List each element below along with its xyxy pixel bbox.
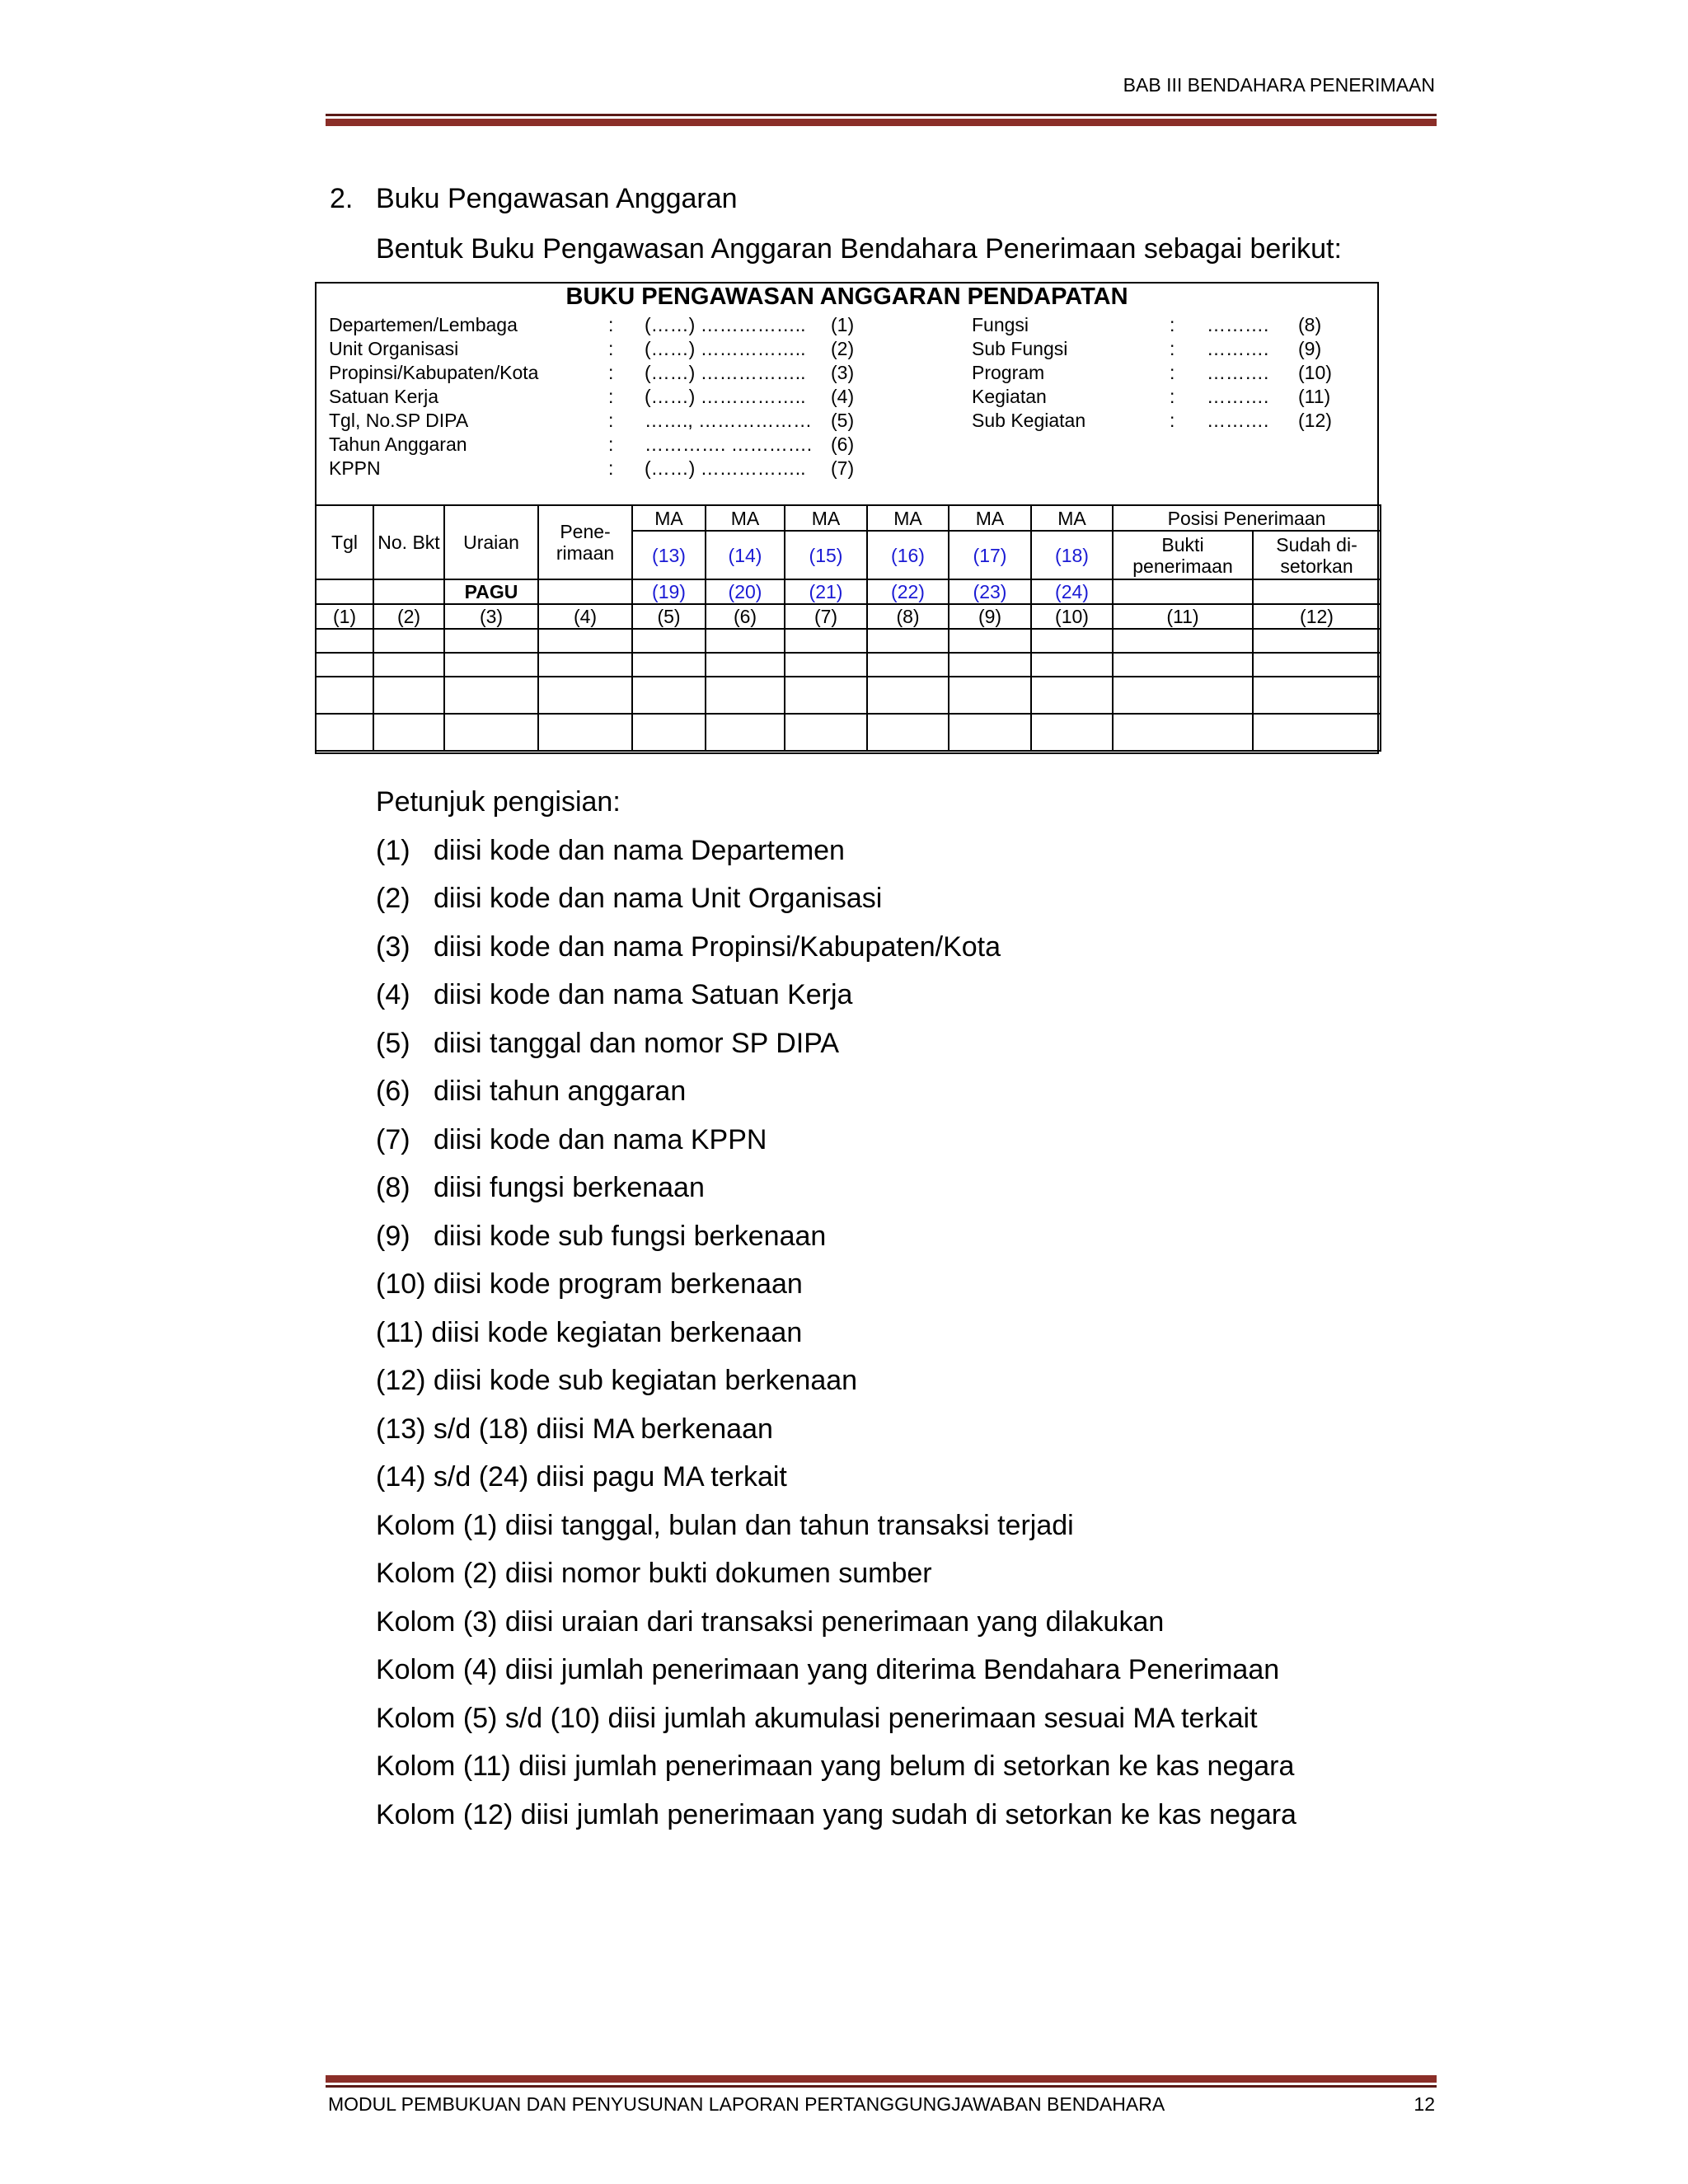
field-label: Sub Fungsi xyxy=(972,338,1068,359)
instruction-number: (7) xyxy=(376,1123,410,1155)
instruction-text: diisi kode dan nama KPPN xyxy=(434,1123,767,1155)
field-value: ………. xyxy=(1207,386,1269,407)
field-ref: (12) xyxy=(1298,410,1332,431)
field-label: Unit Organisasi xyxy=(329,338,459,359)
table-row xyxy=(316,653,1381,677)
field-ref: (4) xyxy=(831,386,855,407)
instruction-item xyxy=(376,979,1296,1028)
field-label: Sub Kegiatan xyxy=(972,410,1086,431)
field-label: Fungsi xyxy=(972,314,1029,335)
instruction-number: (1) xyxy=(376,834,410,866)
instruction-number: (6) xyxy=(376,1076,410,1107)
ma-ref: (16) xyxy=(867,531,949,579)
instruction-line: (10) diisi kode program berkenaan xyxy=(376,1268,803,1300)
field-label: Tahun Anggaran xyxy=(329,434,467,455)
field-label: Kegiatan xyxy=(972,386,1047,407)
ma-ref: (14) xyxy=(706,531,785,579)
field-colon: : xyxy=(1170,410,1175,431)
header-rule-thin xyxy=(326,114,1437,116)
col-header-no-bkt: No. Bkt xyxy=(373,505,444,579)
field-value: …………. …………. xyxy=(645,434,813,455)
field-value: (……) …………….. xyxy=(645,386,806,407)
col-number: (11) xyxy=(1113,604,1253,629)
field-ref: (2) xyxy=(831,338,855,359)
instruction-line: Kolom (4) diisi jumlah penerimaan yang diterima Bendahara Penerimaan xyxy=(376,1654,1280,1685)
field-colon: : xyxy=(608,410,614,431)
right-field-colons xyxy=(1170,313,1175,433)
field-value: ………. xyxy=(1207,410,1269,431)
field-colon: : xyxy=(1170,386,1175,407)
instruction-number: (4) xyxy=(376,979,410,1010)
ma-ref: (13) xyxy=(632,531,706,579)
right-field-refs xyxy=(1298,313,1332,433)
pagu-ref: (24) xyxy=(1031,579,1113,604)
col-number: (2) xyxy=(373,604,444,629)
instruction-number: (5) xyxy=(376,1027,410,1059)
pagu-label: PAGU xyxy=(444,579,538,604)
instruction-line: Kolom (5) s/d (10) diisi jumlah akumulasi penerimaan sesuai MA terkait xyxy=(376,1702,1258,1734)
pagu-row xyxy=(316,579,1381,604)
instruction-text: diisi kode sub fungsi berkenaan xyxy=(434,1220,827,1252)
instruction-item xyxy=(376,1028,1296,1076)
left-field-values xyxy=(645,313,812,480)
instruction-line: (11) diisi kode kegiatan berkenaan xyxy=(376,1316,803,1348)
table-header-row xyxy=(316,505,1381,531)
col-number: (6) xyxy=(706,604,785,629)
footer-rule-thick xyxy=(326,2075,1437,2083)
instruction-line: Kolom (1) diisi tanggal, bulan dan tahun transaksi terjadi xyxy=(376,1509,1074,1541)
field-value: (……) …………….. xyxy=(645,362,806,383)
column-number-row xyxy=(316,604,1381,629)
instruction-item xyxy=(376,835,1296,883)
instructions-title: Petunjuk pengisian: xyxy=(376,786,621,818)
ma-ref: (18) xyxy=(1031,531,1113,579)
col-header-posisi: Posisi Penerimaan xyxy=(1113,505,1381,531)
instruction-line: Kolom (11) diisi jumlah penerimaan yang belum di setorkan ke kas negara xyxy=(376,1750,1295,1782)
instruction-line: Kolom (12) diisi jumlah penerimaan yang sudah di setorkan ke kas negara xyxy=(376,1798,1296,1830)
col-number: (8) xyxy=(867,604,949,629)
field-ref: (9) xyxy=(1298,338,1322,359)
field-colon: : xyxy=(608,314,614,335)
instruction-line: Kolom (3) diisi uraian dari transaksi penerimaan yang dilakukan xyxy=(376,1605,1165,1638)
field-colon: : xyxy=(608,457,614,479)
col-header-ma: MA xyxy=(632,505,706,531)
field-ref: (8) xyxy=(1298,314,1322,335)
instruction-item xyxy=(376,883,1296,931)
chapter-header: BAB III BENDAHARA PENERIMAAN xyxy=(1123,74,1435,96)
col-header-tgl: Tgl xyxy=(316,505,373,579)
left-field-labels xyxy=(329,313,538,480)
instruction-number: (8) xyxy=(376,1172,410,1203)
instruction-text: diisi tahun anggaran xyxy=(434,1076,687,1107)
left-field-refs xyxy=(831,313,854,480)
section-title: Buku Pengawasan Anggaran xyxy=(376,183,738,214)
col-header-bukti: Bukti penerimaan xyxy=(1113,531,1253,579)
field-label: Propinsi/Kabupaten/Kota xyxy=(329,362,539,383)
field-value: (……) …………….. xyxy=(645,314,806,335)
instruction-text: diisi fungsi berkenaan xyxy=(434,1172,705,1203)
instruction-line: Kolom (2) diisi nomor bukti dokumen sumber xyxy=(376,1558,932,1589)
instruction-item xyxy=(376,1172,1296,1221)
table-row xyxy=(316,629,1381,653)
field-value: ………. xyxy=(1207,314,1269,335)
col-header-ma: MA xyxy=(1031,505,1113,531)
instruction-line: (12) diisi kode sub kegiatan berkenaan xyxy=(376,1365,858,1396)
col-header-sudah: Sudah di- setorkan xyxy=(1253,531,1381,579)
field-ref: (1) xyxy=(831,314,855,335)
col-header-ma: MA xyxy=(949,505,1031,531)
col-number: (9) xyxy=(949,604,1031,629)
col-header-ma: MA xyxy=(867,505,949,531)
field-value: ……., ……………… xyxy=(645,410,813,431)
instruction-number: (2) xyxy=(376,883,410,914)
col-number: (5) xyxy=(632,604,706,629)
table-row xyxy=(316,677,1381,714)
col-number: (12) xyxy=(1253,604,1381,629)
field-ref: (11) xyxy=(1298,386,1331,407)
field-value: (……) …………….. xyxy=(645,457,806,479)
header-rule-thick xyxy=(326,119,1437,126)
col-number: (10) xyxy=(1031,604,1113,629)
col-header-uraian: Uraian xyxy=(444,505,538,579)
instruction-item xyxy=(376,1221,1296,1269)
instructions xyxy=(376,786,1296,1847)
pagu-ref: (22) xyxy=(867,579,949,604)
field-ref: (7) xyxy=(831,457,855,479)
instruction-number: (9) xyxy=(376,1220,410,1252)
section-number: 2. xyxy=(330,183,354,214)
instruction-text: diisi kode dan nama Departemen xyxy=(434,834,845,866)
pagu-ref: (21) xyxy=(785,579,867,604)
left-field-colons xyxy=(608,313,613,480)
instruction-line: (13) s/d (18) diisi MA berkenaan xyxy=(376,1413,773,1445)
budget-ledger-table xyxy=(315,504,1381,752)
field-ref: (3) xyxy=(831,362,855,383)
form-title: BUKU PENGAWASAN ANGGARAN PENDAPATAN xyxy=(565,284,1128,310)
table-row xyxy=(316,714,1381,751)
instruction-number: (3) xyxy=(376,930,410,963)
footer-rule-thin xyxy=(326,2085,1437,2088)
page-number: 12 xyxy=(1414,2093,1435,2115)
field-label: KPPN xyxy=(329,457,381,479)
ma-ref: (17) xyxy=(949,531,1031,579)
field-colon: : xyxy=(608,386,614,407)
field-colon: : xyxy=(1170,314,1175,335)
col-number: (1) xyxy=(316,604,373,629)
pagu-ref: (23) xyxy=(949,579,1031,604)
col-number: (4) xyxy=(538,604,632,629)
instruction-text: diisi kode dan nama Propinsi/Kabupaten/Kota xyxy=(434,930,1001,963)
field-ref: (6) xyxy=(831,434,855,455)
instruction-item xyxy=(376,931,1296,980)
field-colon: : xyxy=(608,338,614,359)
field-value: (……) …………….. xyxy=(645,338,806,359)
field-label: Tgl, No.SP DIPA xyxy=(329,410,469,431)
right-field-labels xyxy=(972,313,1085,433)
field-ref: (5) xyxy=(831,410,855,431)
col-number: (3) xyxy=(444,604,538,629)
field-colon: : xyxy=(608,434,614,455)
field-ref: (10) xyxy=(1298,362,1332,383)
field-label: Departemen/Lembaga xyxy=(329,314,518,335)
pagu-ref: (19) xyxy=(632,579,706,604)
instruction-text: diisi kode dan nama Unit Organisasi xyxy=(434,883,883,914)
instruction-item xyxy=(376,1076,1296,1124)
field-value: ………. xyxy=(1207,338,1269,359)
col-header-ma: MA xyxy=(706,505,785,531)
field-label: Satuan Kerja xyxy=(329,386,438,407)
field-colon: : xyxy=(608,362,614,383)
pagu-ref: (20) xyxy=(706,579,785,604)
instruction-text: diisi tanggal dan nomor SP DIPA xyxy=(434,1027,840,1059)
col-number: (7) xyxy=(785,604,867,629)
instruction-line: (14) s/d (24) diisi pagu MA terkait xyxy=(376,1461,787,1493)
right-field-values xyxy=(1207,313,1268,433)
instruction-item xyxy=(376,1124,1296,1173)
instruction-text: diisi kode dan nama Satuan Kerja xyxy=(434,979,853,1010)
ma-ref: (15) xyxy=(785,531,867,579)
field-value: ………. xyxy=(1207,362,1269,383)
footer-module-title: MODUL PEMBUKUAN DAN PENYUSUNAN LAPORAN PERTANGGUNGJAWABAN BENDAHARA xyxy=(328,2093,1165,2115)
field-colon: : xyxy=(1170,338,1175,359)
col-header-penerimaan: Pene- rimaan xyxy=(538,505,632,579)
field-label: Program xyxy=(972,362,1045,383)
section-intro: Bentuk Buku Pengawasan Anggaran Bendahara Penerimaan sebagai berikut: xyxy=(376,233,1342,265)
field-colon: : xyxy=(1170,362,1175,383)
col-header-ma: MA xyxy=(785,505,867,531)
